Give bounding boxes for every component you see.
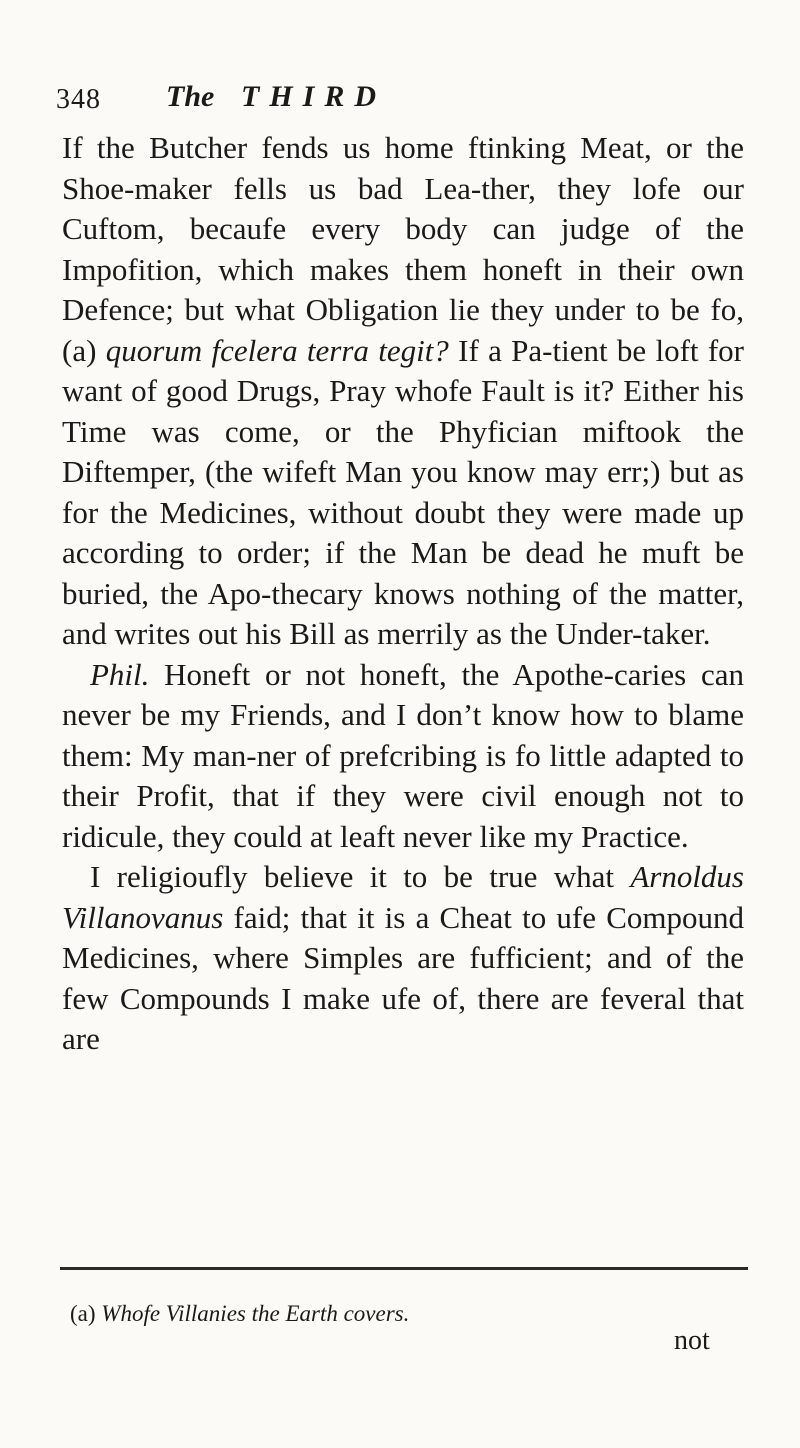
paragraph-1 xyxy=(62,128,744,655)
footnote-rule xyxy=(60,1267,748,1270)
paragraph-1-text-b: If a Pa-tient be loft for want of good Drugs, Pray whofe Fault is it? Either his Time was come, or the Phyfician miftook the Diftemper, (the wifeft Man you know may err;) but as for the Medicines, without doubt they were made up according to order; if the Man be dead he muft be buried, the Apo-thecary knows nothing of the matter, and writes out his Bill as merrily as the Under-taker. xyxy=(62,332,745,651)
paragraph-2 xyxy=(62,655,744,858)
footnote-text: Whofe Villanies the Earth covers. xyxy=(101,1301,410,1326)
body-text xyxy=(62,128,744,1060)
paragraph-3 xyxy=(62,857,744,1060)
footnote xyxy=(70,1299,710,1329)
paragraph-3-text-b: faid; that it is a Cheat to ufe Compound Medicines, where Simples are fufficient; and of the few Compounds I make ufe of, there are feveral that are xyxy=(62,899,744,1056)
latin-quotation: quorum fcelera terra tegit? xyxy=(105,332,449,368)
footnote-ref: (a) xyxy=(70,1301,96,1326)
paragraph-1-text-a: If the Butcher fends us home ftinking Meat, or the Shoe-maker fells us bad Lea-ther, they lofe our Cuftom, becaufe every body can judge of the Impofition, which makes them honeft in their own Defence; but what Obligation lie they under to be fo, (a) xyxy=(62,130,744,368)
page-header xyxy=(56,78,616,122)
running-head-title: THIRD xyxy=(241,80,387,113)
speaker-label: Phil. xyxy=(90,656,150,692)
running-head-word: The xyxy=(166,80,215,113)
page-number: 348 xyxy=(56,84,101,115)
cited-author: Arnoldus Villanovanus xyxy=(62,859,744,935)
paragraph-2-text: Honeft or not honeft, the Apothe-caries can never be my Friends, and I don’t know how to blame them: My man-ner of prefcribing is fo little adapted to their Profit, that if they were civil enough not to ridicule, they could at leaft never like my Practice. xyxy=(62,656,744,854)
paragraph-3-text-a: I religioufly believe it to be true what xyxy=(90,859,631,894)
catchword: not xyxy=(674,1325,710,1356)
